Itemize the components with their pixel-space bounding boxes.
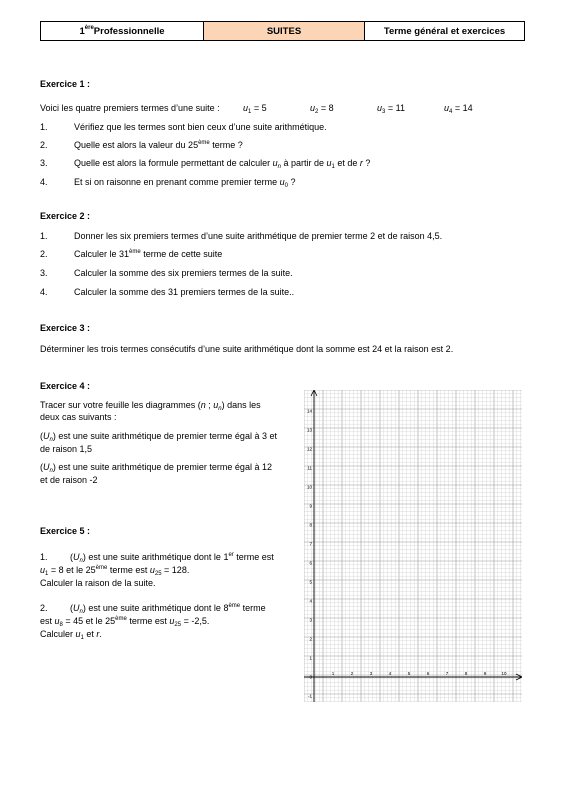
ex1-term-3: $u_3 = 11$ bbox=[377, 103, 405, 115]
x-tick-label: 8 bbox=[464, 671, 468, 676]
x-tick-label: 2 bbox=[350, 671, 354, 676]
ex1-item-2-text: Quelle est alors la valeur du 25ème terme ? bbox=[74, 140, 243, 150]
x-tick-label: 9 bbox=[483, 671, 487, 676]
ex1-intro: Voici les quatre premiers termes d’une suite : bbox=[40, 103, 220, 113]
ex5-p2-l1: 2. $(U_n)$ est une suite arithmétique dont le 8ème terme bbox=[40, 603, 266, 615]
header-level-text: Professionnelle bbox=[93, 25, 165, 37]
x-tick-label: 3 bbox=[369, 671, 373, 676]
y-tick-label: 12 bbox=[306, 446, 312, 452]
ex5-p2-l2: est $u_8 = 45$ et le 25ème terme est $u_{25} = -2,5$. bbox=[40, 616, 210, 628]
y-tick-label: 6 bbox=[309, 560, 312, 566]
ex3-title: Exercice 3 : bbox=[40, 323, 91, 333]
ex2-item-4-text: Calculer la somme des 31 premiers termes de la suite.. bbox=[74, 287, 295, 297]
ex5-p1-l1: 1. $(U_n)$ est une suite arithmétique dont le 1er terme est bbox=[40, 552, 274, 564]
ex2-item-2-text: Calculer le 31ème terme de cette suite bbox=[74, 249, 223, 259]
ex1-term-1: $u_1 = 5$ bbox=[243, 103, 267, 115]
y-tick-label: 9 bbox=[309, 503, 312, 509]
ex1-title: Exercice 1 : bbox=[40, 79, 91, 89]
header-subject: SUITES bbox=[204, 22, 365, 40]
header-table bbox=[40, 21, 525, 41]
y-tick-label: 7 bbox=[309, 541, 312, 547]
ex1-item-2-num: 2. bbox=[40, 140, 48, 150]
ex4-line1: Tracer sur votre feuille les diagrammes (n ; $u_n$) dans les bbox=[40, 400, 261, 412]
y-tick-label: 0 bbox=[309, 674, 312, 680]
ex1-item-4-num: 4. bbox=[40, 177, 48, 187]
y-tick-label: 5 bbox=[309, 579, 312, 585]
ex4-line2: deux cas suivants : bbox=[40, 412, 117, 422]
y-tick-label: 4 bbox=[309, 598, 312, 604]
ex4-case1-l1: $(U_n)$ est une suite arithmétique de premier terme égal à 3 et bbox=[40, 431, 277, 443]
ex1-term-4: $u_4 = 14$ bbox=[444, 103, 473, 115]
ex2-item-1-num: 1. bbox=[40, 231, 48, 241]
y-tick-label: 8 bbox=[309, 522, 312, 528]
x-tick-label: 6 bbox=[426, 671, 430, 676]
y-tick-label: 1 bbox=[309, 655, 312, 661]
ex4-title: Exercice 4 : bbox=[40, 381, 91, 391]
ex1-item-1-num: 1. bbox=[40, 122, 48, 132]
x-tick-label: 1 bbox=[331, 671, 335, 676]
y-tick-label: -1 bbox=[307, 693, 312, 699]
ex2-item-2-num: 2. bbox=[40, 249, 48, 259]
y-tick-label: 2 bbox=[309, 636, 312, 642]
ex5-p2-l3: Calculer $u_1$ et r. bbox=[40, 629, 102, 641]
ex2-item-1-text: Donner les six premiers termes d’une suite arithmétique de premier terme 2 et de raison 4,5. bbox=[74, 231, 443, 241]
ex2-item-3-num: 3. bbox=[40, 268, 48, 278]
x-tick-label: 4 bbox=[388, 671, 392, 676]
ex4-case1-l2: de raison 1,5 bbox=[40, 444, 93, 454]
ex5-title: Exercice 5 : bbox=[40, 526, 91, 536]
y-tick-label: 3 bbox=[309, 617, 312, 623]
ex2-item-3-text: Calculer la somme des six premiers termes de la suite. bbox=[74, 268, 293, 278]
y-tick-label: 10 bbox=[306, 484, 312, 490]
ex5-p1-l2: $u_1 = 8$ et le 25ème terme est $u_{25} = 128$. bbox=[40, 565, 190, 577]
ex1-item-4-text: Et si on raisonne en prenant comme premier terme $u_0$ ? bbox=[74, 177, 296, 189]
ex2-title: Exercice 2 : bbox=[40, 211, 91, 221]
ex4-case2-l2: et de raison -2 bbox=[40, 475, 98, 485]
ex4-case2-l1: $(U_n)$ est une suite arithmétique de premier terme égal à 12 bbox=[40, 462, 272, 474]
x-tick-label: 7 bbox=[445, 671, 449, 676]
x-tick-label: 5 bbox=[407, 671, 411, 676]
header-topic: Terme général et exercices bbox=[383, 25, 506, 37]
ex1-item-1-text: Vérifiez que les termes sont bien ceux d’une suite arithmétique. bbox=[74, 122, 327, 132]
header-level: 1 $^{ère}$ Professionnelle bbox=[41, 22, 204, 40]
ex1-term-2: $u_2 = 8$ bbox=[310, 103, 334, 115]
y-tick-label: 13 bbox=[306, 427, 312, 433]
x-tick-label: 10 bbox=[501, 671, 507, 676]
ex1-item-3-num: 3. bbox=[40, 158, 48, 168]
ex1-item-3-text: Quelle est alors la formule permettant de calculer $u_n$ à partir de $u_1$ et de r ? bbox=[74, 158, 371, 170]
y-tick-label: 11 bbox=[307, 465, 312, 471]
graph-paper bbox=[304, 390, 522, 702]
ex5-p1-l3: Calculer la raison de la suite. bbox=[40, 578, 156, 588]
y-tick-label: 14 bbox=[306, 408, 312, 414]
ex3-text: Déterminer les trois termes consécutifs d’une suite arithmétique dont la somme est 24 et la raison est 2. bbox=[40, 344, 454, 354]
ex2-item-4-num: 4. bbox=[40, 287, 48, 297]
header-level-number: 1 bbox=[79, 25, 85, 37]
